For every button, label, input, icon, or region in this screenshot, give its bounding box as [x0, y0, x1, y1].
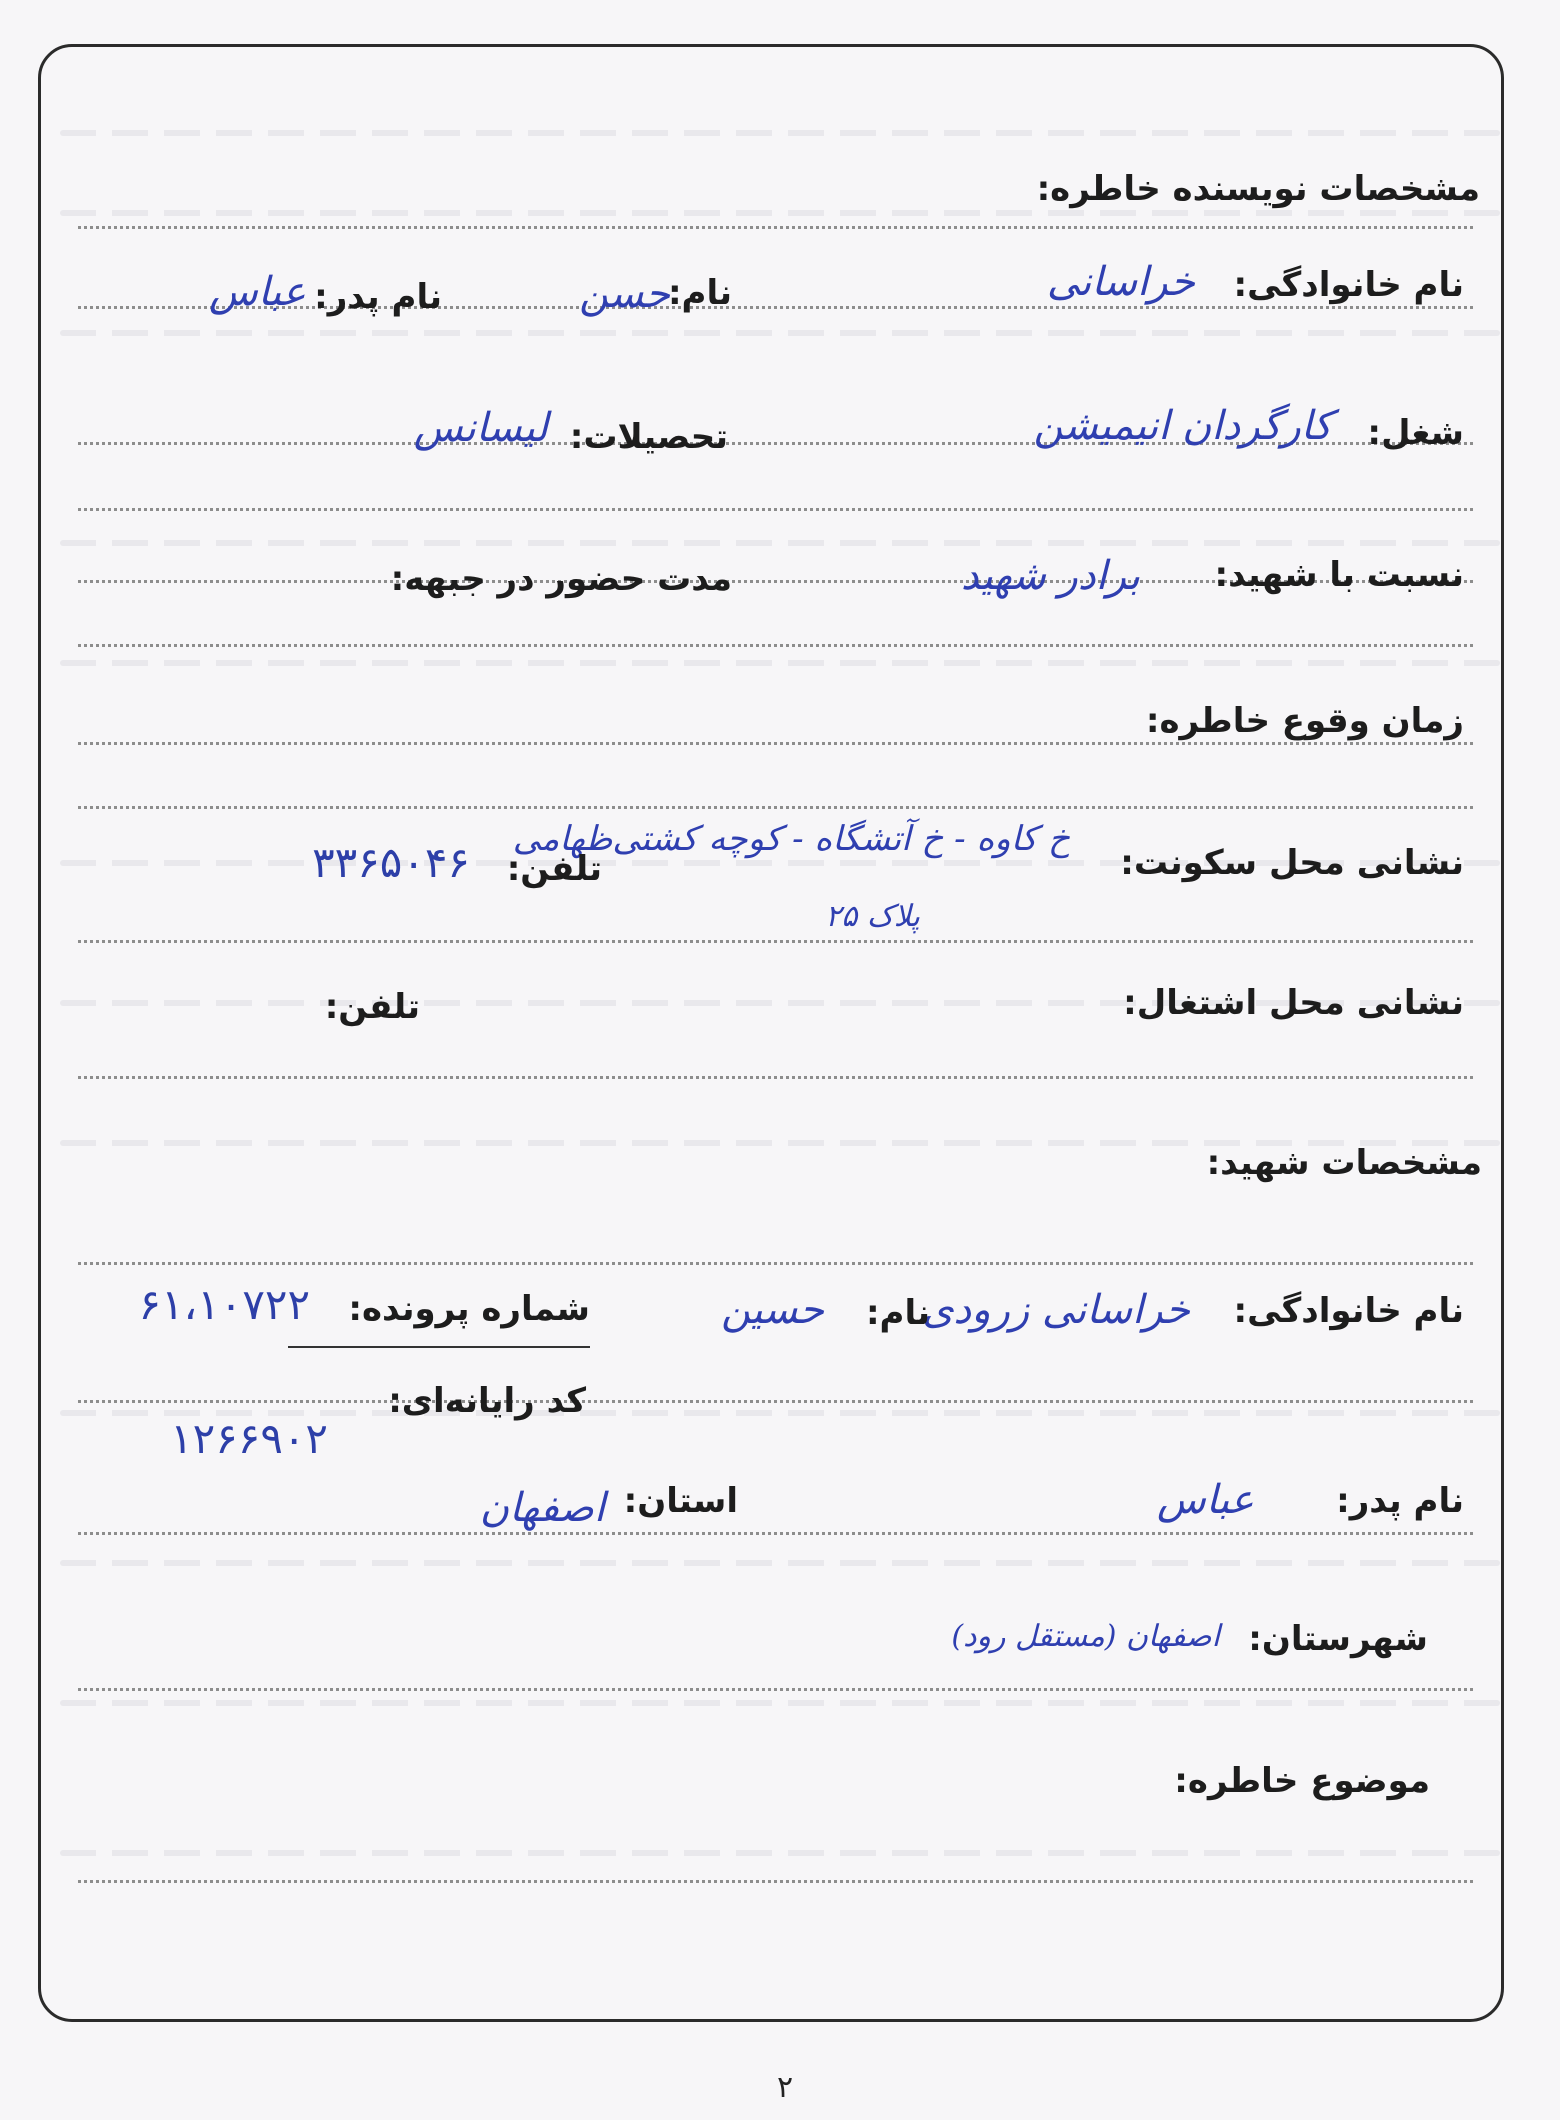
computer-code-value[interactable]: ۱۲۶۶۹۰۲ [170, 1414, 328, 1463]
education-label: تحصیلات: [569, 417, 728, 457]
writer-family-value[interactable]: خراسانی [1046, 259, 1195, 305]
home-phone-label: تلفن: [506, 849, 602, 889]
martyr-family-label: نام خانوادگی: [1233, 1291, 1464, 1331]
file-number-label: شماره پرونده: [348, 1289, 590, 1329]
writer-father-label: نام پدر: [314, 277, 442, 317]
city-label: شهرستان: [1248, 1619, 1428, 1659]
home-address-label: نشانی محل سکونت: [1120, 843, 1464, 883]
writer-father-value[interactable]: عباس [209, 269, 306, 315]
form-frame [38, 44, 1504, 2022]
education-value[interactable]: لیسانس [413, 405, 548, 451]
martyr-father-label: نام پدر: [1336, 1481, 1464, 1521]
martyr-name-value[interactable]: حسین [721, 1287, 824, 1333]
job-label: شغل: [1367, 413, 1464, 453]
job-value[interactable]: کارگردان انیمیشن [1033, 403, 1332, 449]
memory-time-label: زمان وقوع خاطره: [1145, 701, 1464, 741]
page-number: ۲ [776, 2070, 794, 2105]
home-address-value-line2[interactable]: پلاک ۲۵ [825, 899, 920, 934]
province-label: استان: [623, 1481, 738, 1521]
writer-family-label: نام خانوادگی: [1233, 265, 1464, 305]
computer-code-label: کد رایانه‌ای: [388, 1381, 586, 1421]
writer-name-label: نام: [667, 273, 732, 313]
relation-value[interactable]: برادر شهید [960, 553, 1140, 599]
front-duration-label: مدت حضور در جبهه: [390, 559, 732, 599]
martyr-family-value[interactable]: خراسانی زرودی [922, 1287, 1190, 1333]
work-address-label: نشانی محل اشتغال: [1123, 983, 1464, 1023]
file-number-value[interactable]: ۶۱،۱۰۷۲۲ [138, 1280, 310, 1329]
martyr-name-label: نام: [865, 1293, 930, 1333]
relation-label: نسبت با شهید: [1214, 555, 1464, 595]
martyr-heading: مشخصات شهید: [1206, 1143, 1482, 1183]
file-number-underline [288, 1346, 590, 1348]
city-value[interactable]: اصفهان (مستقل رود) [951, 1619, 1220, 1654]
memory-topic-label: موضوع خاطره: [1174, 1761, 1430, 1801]
work-phone-label: تلفن: [324, 987, 420, 1027]
home-address-value[interactable]: خ کاوه - خ آتشگاه - کوچه کشتی‌ظهامی [512, 819, 1070, 859]
martyr-father-value[interactable]: عباس [1157, 1477, 1254, 1523]
province-value[interactable]: اصفهان [479, 1485, 605, 1531]
writer-name-value[interactable]: حسن [579, 271, 670, 317]
writer-heading: مشخصات نویسنده خاطره: [1036, 169, 1480, 209]
home-phone-value[interactable]: ۳۳۶۵۰۴۶ [312, 838, 470, 887]
